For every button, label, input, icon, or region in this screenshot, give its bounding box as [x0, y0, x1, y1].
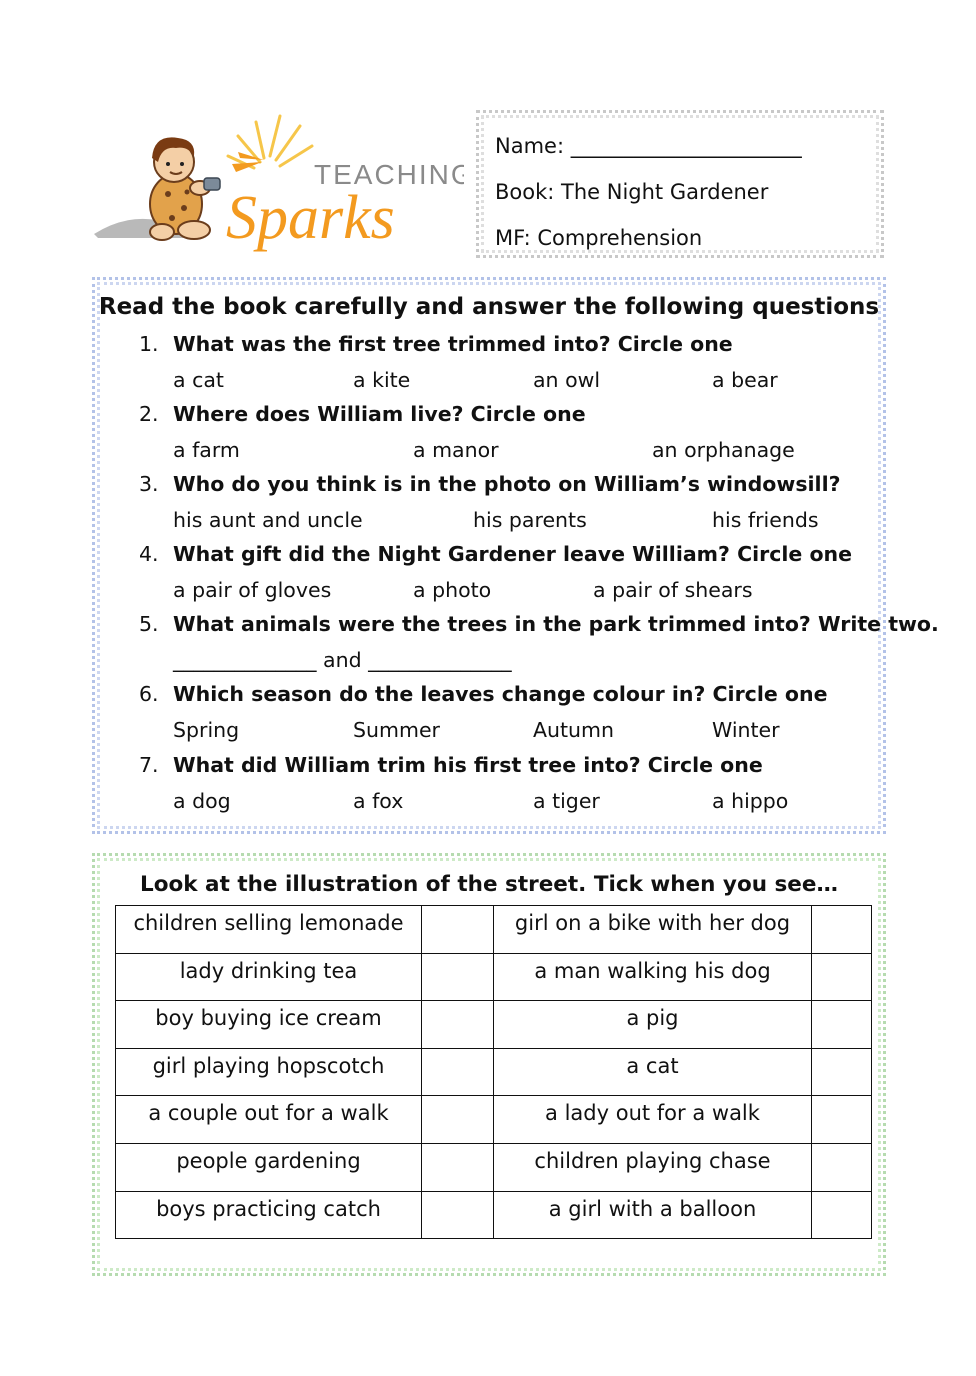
question-text: What was the first tree trimmed into? Circle one: [173, 332, 733, 356]
option-q3-2[interactable]: his parents: [473, 508, 587, 532]
book-title: Book: The Night Gardener: [495, 180, 769, 204]
option-q7-4[interactable]: a hippo: [712, 789, 789, 813]
question-number: 2.: [139, 402, 159, 426]
tick-box[interactable]: [812, 1191, 872, 1239]
item-label: a pig: [494, 1001, 812, 1049]
item-label: a man walking his dog: [494, 953, 812, 1001]
question-7: [139, 753, 763, 777]
item-label: a lady out for a walk: [494, 1096, 812, 1144]
option-q1-1[interactable]: a cat: [173, 368, 224, 392]
tick-box[interactable]: [812, 1096, 872, 1144]
question-text: What gift did the Night Gardener leave William? Circle one: [173, 542, 853, 566]
table-row: [116, 1191, 872, 1239]
question-number: 6.: [139, 682, 159, 706]
table-row: [116, 1048, 872, 1096]
tick-box[interactable]: [422, 906, 494, 954]
option-q3-1[interactable]: his aunt and uncle: [173, 508, 363, 532]
tick-table: [115, 905, 872, 1239]
question-number: 1.: [139, 332, 159, 356]
option-q7-2[interactable]: a fox: [353, 789, 404, 813]
tick-box[interactable]: [812, 1048, 872, 1096]
question-number: 5.: [139, 612, 159, 636]
question-4: [139, 542, 852, 566]
item-label: a cat: [494, 1048, 812, 1096]
option-q6-1[interactable]: Spring: [173, 718, 240, 742]
item-label: children selling lemonade: [116, 906, 422, 954]
tick-section: [92, 853, 886, 1276]
question-number: 7.: [139, 753, 159, 777]
item-label: a girl with a balloon: [494, 1191, 812, 1239]
table-row: [116, 906, 872, 954]
option-q1-3[interactable]: an owl: [533, 368, 601, 392]
item-label: children playing chase: [494, 1143, 812, 1191]
teaching-sparks-logo: [92, 112, 464, 260]
svg-text:Sparks: Sparks: [226, 184, 395, 252]
question-3: [139, 472, 841, 496]
tick-box[interactable]: [422, 1096, 494, 1144]
questions-section: [92, 277, 939, 834]
tick-box[interactable]: [812, 953, 872, 1001]
table-row: [116, 1001, 872, 1049]
item-label: lady drinking tea: [116, 953, 422, 1001]
tick-box[interactable]: [422, 953, 494, 1001]
tick-box[interactable]: [422, 1048, 494, 1096]
item-label: people gardening: [116, 1143, 422, 1191]
item-label: boys practicing catch: [116, 1191, 422, 1239]
question-5: [139, 612, 939, 636]
option-q2-1[interactable]: a farm: [173, 438, 240, 462]
option-q2-3[interactable]: an orphanage: [652, 438, 795, 462]
item-label: a couple out for a walk: [116, 1096, 422, 1144]
question-number: 3.: [139, 472, 159, 496]
option-q4-3[interactable]: a pair of shears: [593, 578, 753, 602]
item-label: girl playing hopscotch: [116, 1048, 422, 1096]
name-field[interactable]: Name: ______________________: [495, 134, 802, 158]
question-text: What animals were the trees in the park trimmed into? Write two.: [173, 612, 939, 636]
option-q2-2[interactable]: a manor: [413, 438, 499, 462]
item-label: boy buying ice cream: [116, 1001, 422, 1049]
table-row: [116, 1096, 872, 1144]
option-q1-2[interactable]: a kite: [353, 368, 411, 392]
svg-text:TEACHING: TEACHING: [314, 159, 464, 190]
tick-box[interactable]: [812, 906, 872, 954]
caveman-mascot-icon: [92, 112, 464, 260]
tick-box[interactable]: [422, 1143, 494, 1191]
questions-title: Read the book carefully and answer the following questions: [98, 294, 880, 320]
tick-box[interactable]: [812, 1001, 872, 1049]
question-text: What did William trim his first tree into? Circle one: [173, 753, 763, 777]
mf-label: MF: Comprehension: [495, 226, 703, 250]
option-q6-4[interactable]: Winter: [712, 718, 780, 742]
option-q6-2[interactable]: Summer: [353, 718, 440, 742]
tick-box[interactable]: [422, 1191, 494, 1239]
option-q7-3[interactable]: a tiger: [533, 789, 600, 813]
question-text: Which season do the leaves change colour in? Circle one: [173, 682, 828, 706]
option-q4-2[interactable]: a photo: [413, 578, 492, 602]
option-q6-3[interactable]: Autumn: [533, 718, 615, 742]
option-q3-3[interactable]: his friends: [712, 508, 819, 532]
tick-box[interactable]: [422, 1001, 494, 1049]
tick-box[interactable]: [812, 1143, 872, 1191]
tick-title: Look at the illustration of the street. Tick when you see…: [140, 872, 838, 897]
question-text: Where does William live? Circle one: [173, 402, 586, 426]
table-row: [116, 953, 872, 1001]
question-1: [139, 332, 733, 356]
option-q7-1[interactable]: a dog: [173, 789, 231, 813]
table-row: [116, 1143, 872, 1191]
item-label: girl on a bike with her dog: [494, 906, 812, 954]
student-info-box: [476, 110, 884, 258]
question-text: Who do you think is in the photo on William’s windowsill?: [173, 472, 841, 496]
question-6: [139, 682, 827, 706]
option-q1-4[interactable]: a bear: [712, 368, 778, 392]
option-q4-1[interactable]: a pair of gloves: [173, 578, 332, 602]
question-number: 4.: [139, 542, 159, 566]
answer-line-q5[interactable]: ______________ and ______________: [173, 648, 512, 672]
question-2: [139, 402, 586, 426]
